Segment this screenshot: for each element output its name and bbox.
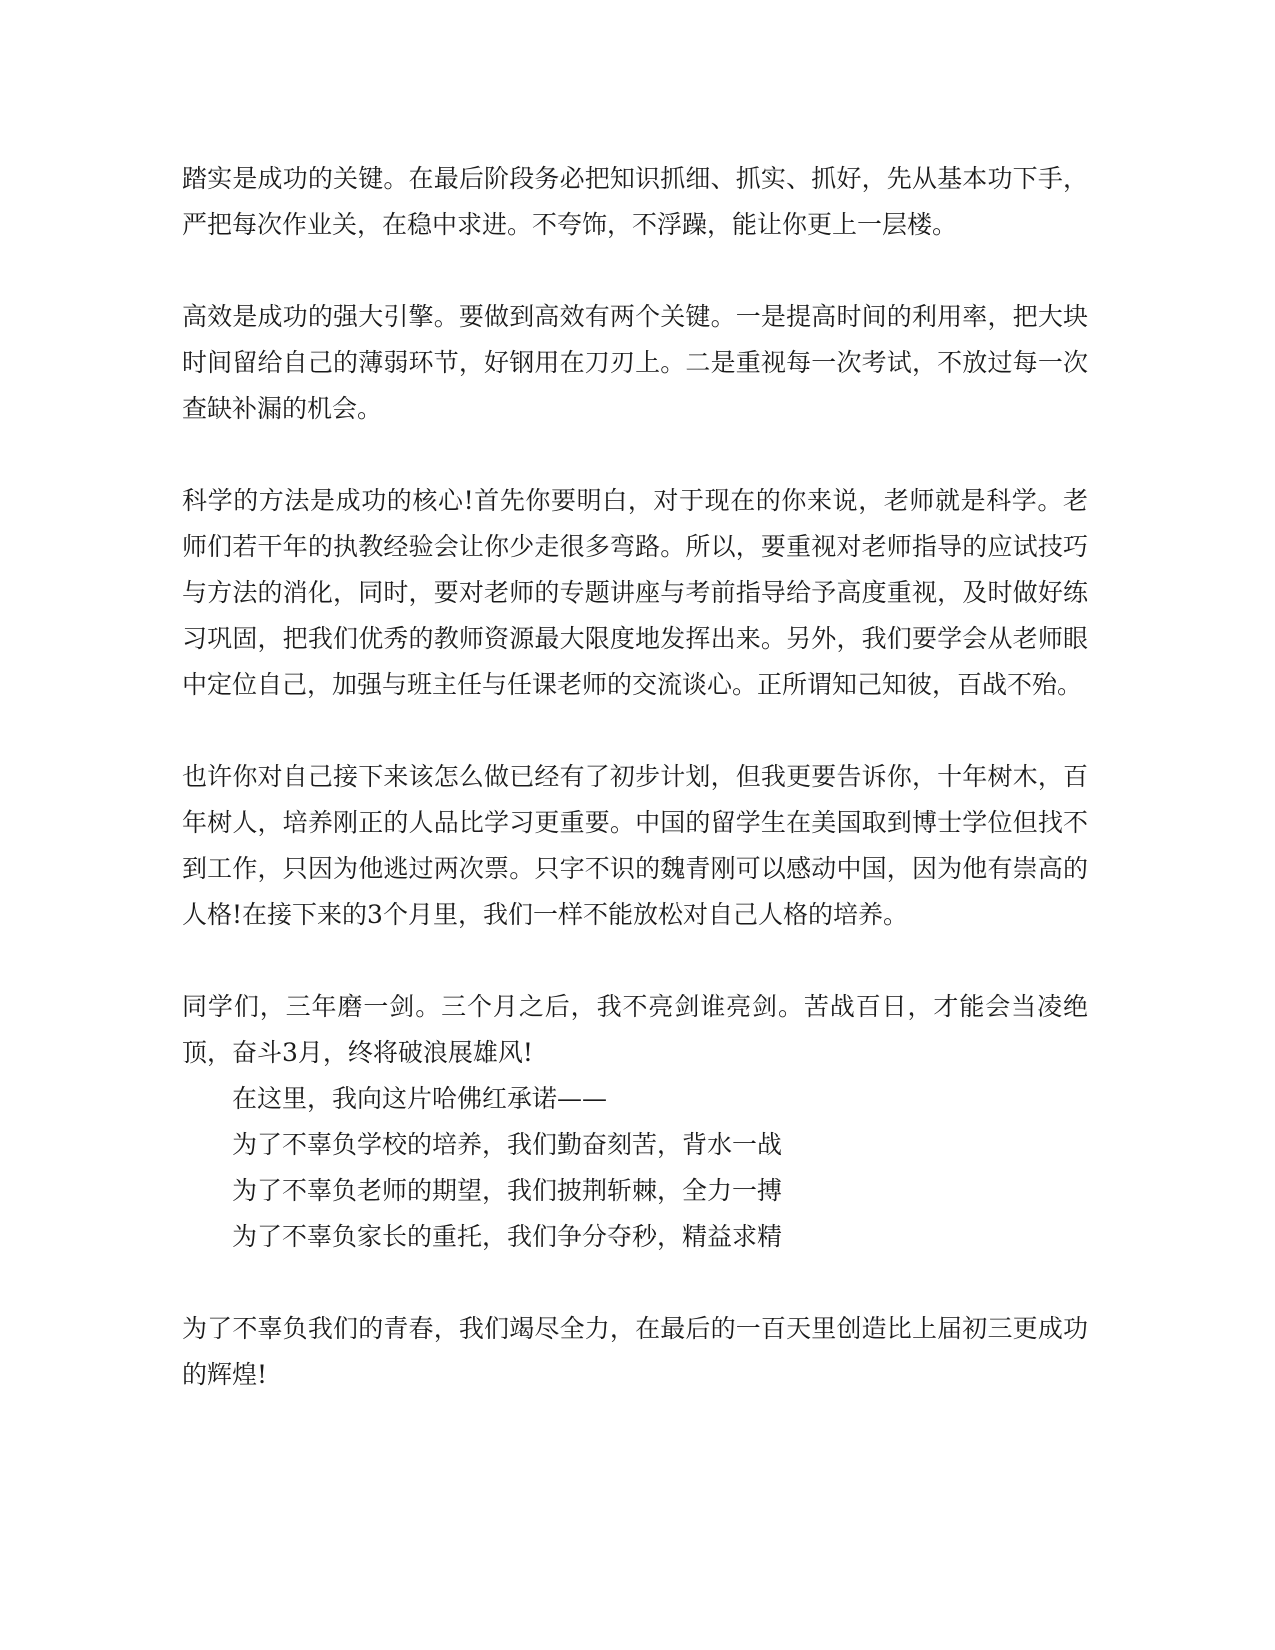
pledge-block bbox=[182, 1076, 1088, 1260]
document-body bbox=[182, 156, 1088, 1444]
paragraph-classmates: 同学们，三年磨一剑。三个月之后，我不亮剑谁亮剑。苦战百日，才能会当凌绝顶，奋斗3月，终将破浪展雄风! bbox=[182, 992, 1088, 1067]
pledge-line-teachers: 为了不辜负老师的期望，我们披荆斩棘，全力一搏 bbox=[232, 1176, 783, 1205]
pledge-intro-line: 在这里，我向这片哈佛红承诺—— bbox=[232, 1084, 608, 1113]
paragraph-character: 也许你对自己接下来该怎么做已经有了初步计划，但我更要告诉你，十年树木，百年树人，培养刚正的人品比学习更重要。中国的留学生在美国取到博士学位但找不到工作，只因为他逃过两次票。只字不识的魏青刚可以感动中国，因为他有崇高的人格!在接下来的3个月里，我们一样不能放松对自己人格的培养。 bbox=[182, 762, 1088, 929]
paragraph-steadiness: 踏实是成功的关键。在最后阶段务必把知识抓细、抓实、抓好，先从基本功下手，严把每次作业关，在稳中求进。不夸饰，不浮躁，能让你更上一层楼。 bbox=[182, 164, 1088, 239]
pledge-line-school: 为了不辜负学校的培养，我们勤奋刻苦，背水一战 bbox=[232, 1130, 783, 1159]
paragraph-closing: 为了不辜负我们的青春，我们竭尽全力，在最后的一百天里创造比上届初三更成功的辉煌! bbox=[182, 1314, 1088, 1389]
pledge-line-parents: 为了不辜负家长的重托，我们争分夺秒，精益求精 bbox=[232, 1222, 783, 1251]
paragraph-scientific-method: 科学的方法是成功的核心!首先你要明白，对于现在的你来说，老师就是科学。老师们若干年的执教经验会让你少走很多弯路。所以，要重视对老师指导的应试技巧与方法的消化，同时，要对老师的专题讲座与考前指导给予高度重视，及时做好练习巩固，把我们优秀的教师资源最大限度地发挥出来。另外，我们要学会从老师眼中定位自己，加强与班主任与任课老师的交流谈心。正所谓知己知彼，百战不殆。 bbox=[182, 486, 1088, 699]
paragraph-efficiency: 高效是成功的强大引擎。要做到高效有两个关键。一是提高时间的利用率，把大块时间留给自己的薄弱环节，好钢用在刀刃上。二是重视每一次考试，不放过每一次查缺补漏的机会。 bbox=[182, 302, 1088, 423]
